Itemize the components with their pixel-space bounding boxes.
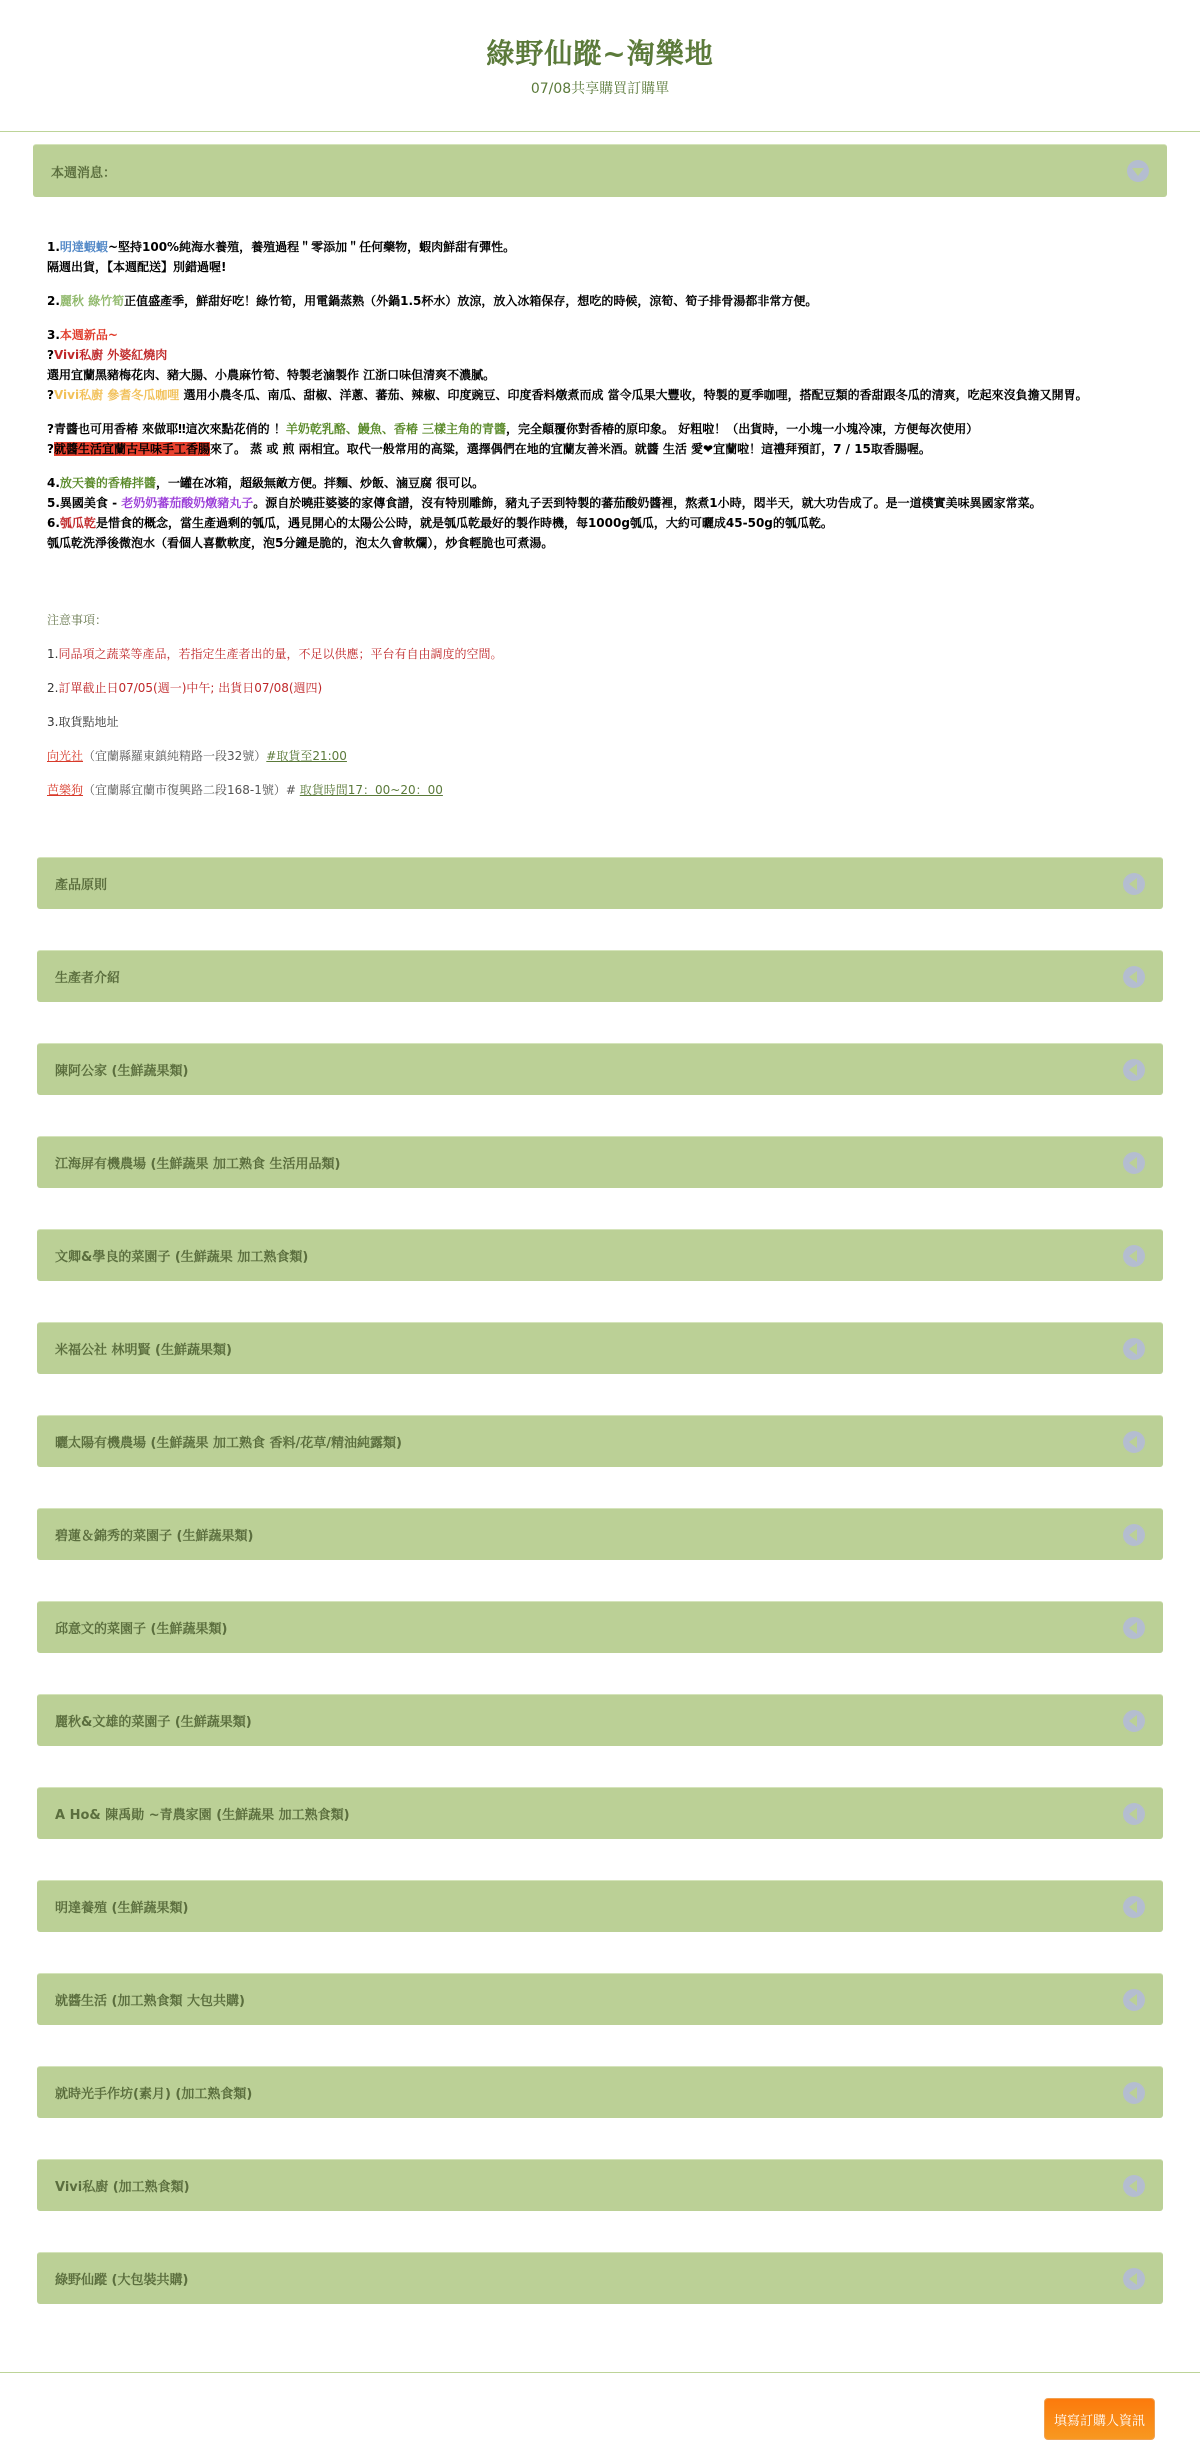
section-toggle[interactable]	[37, 1601, 1163, 1653]
news-item-text: 。源自於曉莊婆婆的家傳食譜，沒有特別雕飾，豬丸子丟到特製的蕃茄酸奶醬裡，熬煮1小時，悶半天，就大功告成了。是一道樸實美味異國家常菜。	[253, 496, 1042, 510]
order-deadline-text: 訂單截止日07/05(週一)中午; 出貨日07/08(週四)	[58, 681, 323, 695]
section-title: 碧蓮＆錦秀的菜園子 (生鮮蔬果類)	[55, 1529, 254, 1544]
product-highlight: 瓠瓜乾	[59, 516, 96, 530]
page-header	[0, 0, 1200, 132]
section-producer	[37, 1322, 1163, 1374]
section-producer	[37, 1694, 1163, 1746]
pickup-location-1	[47, 747, 1153, 765]
section-toggle[interactable]	[37, 857, 1163, 909]
news-item-number: 3.	[47, 328, 60, 342]
chevron-left-icon[interactable]	[1123, 1896, 1145, 1918]
news-brand-highlight: 麗秋 綠竹筍	[59, 294, 125, 308]
pickup-address: （宜蘭縣宜蘭市復興路二段168-1號）#	[83, 783, 300, 797]
section-producer	[37, 1880, 1163, 1932]
news-item-number: 6.	[47, 516, 60, 530]
section-title: 江海屏有機農場 (生鮮蔬果 加工熟食 生活用品類)	[55, 1157, 341, 1172]
section-toggle[interactable]	[37, 1136, 1163, 1188]
section-producer	[37, 2159, 1163, 2211]
section-toggle[interactable]	[37, 1043, 1163, 1095]
news-item-text: ~堅持100%純海水養殖，養殖過程＂零添加＂任何藥物，蝦肉鮮甜有彈性。	[107, 240, 516, 254]
new-product-name: Vivi私廚 外婆紅燒肉	[53, 348, 168, 362]
section-toggle[interactable]	[37, 950, 1163, 1002]
pickup-time-link[interactable]: #取貨至21:00	[266, 749, 347, 763]
section-title: 米福公社 林明賢 (生鮮蔬果類)	[55, 1343, 232, 1358]
section-title: 麗秋&文雄的菜園子 (生鮮蔬果類)	[55, 1715, 252, 1730]
chevron-left-icon[interactable]	[1123, 1338, 1145, 1360]
news-item-text: ，一罐在冰箱，超級無敵方便。拌麵、炒飯、滷豆腐 很可以。	[155, 476, 485, 490]
section-toggle[interactable]	[37, 2252, 1163, 2304]
pickup-location-link[interactable]: 向光社	[47, 749, 84, 763]
news-item-text: 青醬也可用香椿 來做耶‼這次來點花俏的 ！	[53, 422, 286, 436]
news-item-text: 正值盛產季，鮮甜好吃！綠竹筍，用電鍋蒸熟（外鍋1.5杯水）放涼，放入冰箱保存，想吃的時候，涼筍、筍子排骨湯都非常方便。	[124, 294, 818, 308]
chevron-left-icon[interactable]	[1123, 873, 1145, 895]
notice-label: 注意事項：	[47, 613, 108, 627]
fill-buyer-info-button[interactable]: 填寫訂購人資訊	[1044, 2398, 1155, 2440]
section-product-principles	[37, 857, 1163, 909]
section-producer	[37, 1415, 1163, 1467]
product-highlight: 羊奶乾乳酪、鰻魚、香椿 三樣主角的青醬	[285, 422, 507, 436]
section-toggle[interactable]	[37, 2159, 1163, 2211]
section-title: 明達養殖 (生鮮蔬果類)	[55, 1901, 189, 1916]
bullet-glyph: ?	[47, 388, 54, 402]
section-toggle[interactable]	[37, 2066, 1163, 2118]
section-producer	[37, 1601, 1163, 1653]
news-item-3	[47, 325, 1153, 405]
section-toggle[interactable]	[37, 1880, 1163, 1932]
weekly-news-toggle[interactable]	[33, 144, 1167, 197]
section-title: 就時光手作坊(素月) (加工熟食類)	[55, 2087, 253, 2102]
notice-item-2	[47, 679, 1153, 697]
chevron-left-icon[interactable]	[1123, 1617, 1145, 1639]
section-toggle[interactable]	[37, 1787, 1163, 1839]
bullet-glyph: ?	[47, 442, 54, 456]
chevron-left-icon[interactable]	[1123, 1989, 1145, 2011]
notice-item-1	[47, 645, 1153, 663]
section-title: 生產者介紹	[55, 971, 121, 986]
news-item-number: 4.	[47, 476, 60, 490]
section-toggle[interactable]	[37, 1322, 1163, 1374]
notice-number: 2.	[47, 681, 59, 695]
chevron-left-icon[interactable]	[1123, 1431, 1145, 1453]
section-title: Vivi私廚 (加工熟食類)	[55, 2180, 190, 2195]
notice-item-3: 3.取貨點地址	[47, 715, 119, 729]
section-producer	[37, 2066, 1163, 2118]
weekly-news-title: 本週消息：	[51, 165, 117, 181]
section-title: 曬太陽有機農場 (生鮮蔬果 加工熟食 香料/花草/精油純露類)	[55, 1436, 402, 1451]
section-title: 產品原則	[55, 878, 108, 893]
product-highlight: 就醬生活宜蘭古早味手工香腸	[53, 442, 210, 456]
section-toggle[interactable]	[37, 1415, 1163, 1467]
section-title: A Ho& 陳禹勛 ~青農家園 (生鮮蔬果 加工熟食類)	[55, 1808, 350, 1823]
chevron-left-icon[interactable]	[1123, 1524, 1145, 1546]
weekly-news-content	[33, 197, 1167, 553]
section-title: 綠野仙蹤 (大包裝共購)	[55, 2273, 189, 2288]
news-item-text: ，完全顛覆你對香椿的原印象。 好粗啦！（出貨時，一小塊一小塊冷凍，方便每次使用）	[506, 422, 979, 436]
news-item-text: 選用小農冬瓜、南瓜、甜椒、洋蔥、蕃茄、辣椒、印度豌豆、印度香料燉煮而成 當令瓜果大豐收，特製的夏季咖哩，搭配豆類的香甜跟冬瓜的清爽，吃起來沒負擔又開胃。	[179, 388, 1088, 402]
section-toggle[interactable]	[37, 1694, 1163, 1746]
news-item-number: 1.	[47, 240, 60, 254]
chevron-left-icon[interactable]	[1123, 2175, 1145, 2197]
site-title: 綠野仙蹤~淘樂地	[486, 37, 714, 70]
section-title: 文卿&學良的菜園子 (生鮮蔬果 加工熟食類)	[55, 1250, 309, 1265]
new-product-name: Vivi私廚 參耆冬瓜咖哩	[53, 388, 180, 402]
chevron-left-icon[interactable]	[1123, 1152, 1145, 1174]
producer-sections	[37, 857, 1163, 2304]
pickup-address: （宜蘭縣羅東鎮純精路一段32號）	[83, 749, 267, 763]
chevron-left-icon[interactable]	[1123, 2268, 1145, 2290]
bullet-glyph: ?	[47, 422, 54, 436]
pickup-time-link[interactable]: 取貨時間17：00~20：00	[299, 783, 443, 797]
news-item-text: 來了。 蒸 或 煎 兩相宜。取代一般常用的高粱，選擇偶們在地的宜蘭友善米酒。就醬 生活 愛❤宜蘭啦！這禮拜預訂，7 / 15取香腸喔。	[209, 442, 931, 456]
news-item-4	[47, 419, 1153, 459]
section-producer	[37, 1229, 1163, 1281]
news-brand-highlight: 明達蝦蝦	[59, 240, 108, 254]
chevron-left-icon[interactable]	[1123, 1710, 1145, 1732]
news-item-2	[47, 291, 1153, 311]
notice-section	[33, 553, 1167, 799]
section-title: 邱意文的菜園子 (生鮮蔬果類)	[55, 1622, 228, 1637]
news-item-1	[47, 237, 1153, 277]
section-producer	[37, 1973, 1163, 2025]
chevron-left-icon[interactable]	[1123, 1059, 1145, 1081]
section-producer-intro	[37, 950, 1163, 1002]
news-item-number: 2.	[47, 294, 60, 308]
news-item-7	[47, 513, 1153, 553]
news-item-text: 是惜食的概念，當生產過剩的瓠瓜，遇見開心的太陽公公時，就是瓠瓜乾最好的製作時機，每1000g瓠瓜，大約可曬成45-50g的瓠瓜乾。	[95, 516, 833, 530]
section-producer	[37, 1136, 1163, 1188]
section-title: 就醬生活 (加工熟食類 大包共購)	[55, 1994, 245, 2009]
pickup-location-link[interactable]: 芭樂狗	[47, 783, 84, 797]
section-producer	[37, 1043, 1163, 1095]
section-producer	[37, 1787, 1163, 1839]
section-toggle[interactable]	[37, 1973, 1163, 2025]
section-producer	[37, 1508, 1163, 1560]
footer-divider	[0, 2372, 1200, 2373]
section-toggle[interactable]	[37, 1229, 1163, 1281]
news-item-text: 選用宜蘭黑豬梅花肉、豬大腸、小農麻竹筍、特製老滷製作 江浙口味但清爽不濃膩。	[47, 368, 496, 382]
notice-number: 1.	[47, 647, 59, 661]
weekly-news-panel	[33, 144, 1167, 799]
order-form-subtitle: 07/08共享購買訂購單	[530, 81, 670, 97]
chevron-down-icon[interactable]	[1127, 160, 1149, 182]
section-producer	[37, 2252, 1163, 2304]
news-item-6	[47, 493, 1153, 513]
news-item-5	[47, 473, 1153, 493]
section-toggle[interactable]	[37, 1508, 1163, 1560]
news-item-text: 隔週出貨，【本週配送】別錯過喔!	[47, 260, 227, 274]
product-highlight: 放天養的香椿拌醬	[59, 476, 156, 490]
chevron-left-icon[interactable]	[1123, 966, 1145, 988]
chevron-left-icon[interactable]	[1123, 2082, 1145, 2104]
pickup-location-2	[47, 781, 1153, 799]
news-item-number: 5.異國美食 -	[47, 496, 122, 510]
bullet-glyph: ?	[47, 348, 54, 362]
section-title: 陳阿公家 (生鮮蔬果類)	[55, 1064, 189, 1079]
product-highlight: 老奶奶蕃茄酸奶燉豬丸子	[121, 496, 254, 510]
chevron-left-icon[interactable]	[1123, 1803, 1145, 1825]
chevron-left-icon[interactable]	[1123, 1245, 1145, 1267]
notice-text: 同品項之蔬菜等產品，若指定生產者出的量，不足以供應；平台有自由調度的空間。	[58, 647, 503, 661]
news-item-text: 瓠瓜乾洗淨後微泡水（看個人喜歡軟度，泡5分鐘是脆的，泡太久會軟爛），炒食輕脆也可煮湯。	[47, 536, 554, 550]
new-products-heading: 本週新品~	[59, 328, 118, 342]
